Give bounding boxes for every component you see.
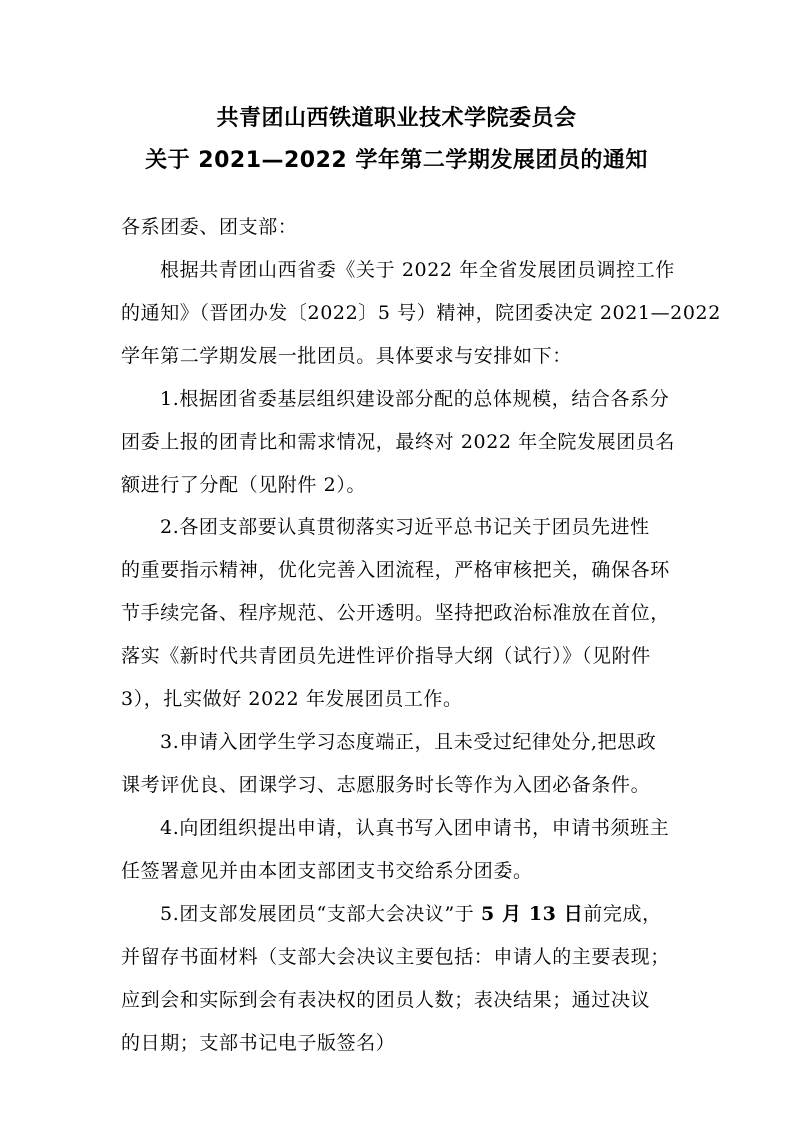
document-title-line-2: 关于 2021—2022 学年第二学期发展团员的通知 bbox=[145, 148, 648, 173]
paragraph-line: 4.向团组织提出申请，认真书写入团申请书，申请书须班主 bbox=[160, 817, 670, 839]
paragraph-line: 1.根据团省委基层组织建设部分配的总体规模，结合各系分 bbox=[160, 388, 670, 410]
paragraph-line: 节手续完备、程序规范、公开透明。坚持把政治标准放在首位， bbox=[121, 602, 670, 624]
salutation: 各系团委、团支部： bbox=[121, 216, 298, 238]
paragraph-line: 的通知》（晋团办发〔2022〕5 号）精神，院团委决定 2021—2022 bbox=[121, 302, 721, 324]
paragraph-line bbox=[160, 899, 662, 926]
paragraph-line: 任签署意见并由本团支部团支书交给系分团委。 bbox=[121, 860, 533, 882]
deadline-text-prefix: 5.团支部发展团员“支部大会决议”于 bbox=[160, 903, 481, 925]
deadline-text-suffix: 前完成， bbox=[583, 903, 662, 925]
paragraph-line: 并留存书面材料（支部大会决议主要包括：申请人的主要表现； bbox=[121, 946, 670, 968]
paragraph-line: 的日期；支部书记电子版签名） bbox=[121, 1032, 396, 1054]
paragraph-line: 团委上报的团青比和需求情况，最终对 2022 年全院发展团员名 bbox=[121, 431, 676, 453]
paragraph-line: 应到会和实际到会有表决权的团员人数；表决结果；通过决议 bbox=[121, 989, 651, 1011]
paragraph-line: 的重要指示精神，优化完善入团流程，严格审核把关，确保各环 bbox=[121, 559, 670, 581]
deadline-date: 5 月 13 日 bbox=[481, 903, 584, 925]
document-title-line-1: 共青团山西铁道职业技术学院委员会 bbox=[216, 106, 577, 131]
paragraph-line: 3），扎实做好 2022 年发展团员工作。 bbox=[121, 688, 463, 710]
paragraph-line: 学年第二学期发展一批团员。具体要求与安排如下： bbox=[121, 345, 572, 367]
paragraph-line: 2.各团支部要认真贯彻落实习近平总书记关于团员先进性 bbox=[160, 516, 650, 538]
paragraph-line: 3.申请入团学生学习态度端正，且未受过纪律处分,把思政 bbox=[160, 731, 657, 753]
paragraph-line: 落实《新时代共青团员先进性评价指导大纲（试行）》（见附件 bbox=[121, 645, 651, 667]
paragraph-line: 课考评优良、团课学习、志愿服务时长等作为入团必备条件。 bbox=[121, 774, 651, 796]
paragraph-line: 额进行了分配（见附件 2）。 bbox=[121, 474, 367, 496]
paragraph-line: 根据共青团山西省委《关于 2022 年全省发展团员调控工作 bbox=[160, 259, 675, 281]
